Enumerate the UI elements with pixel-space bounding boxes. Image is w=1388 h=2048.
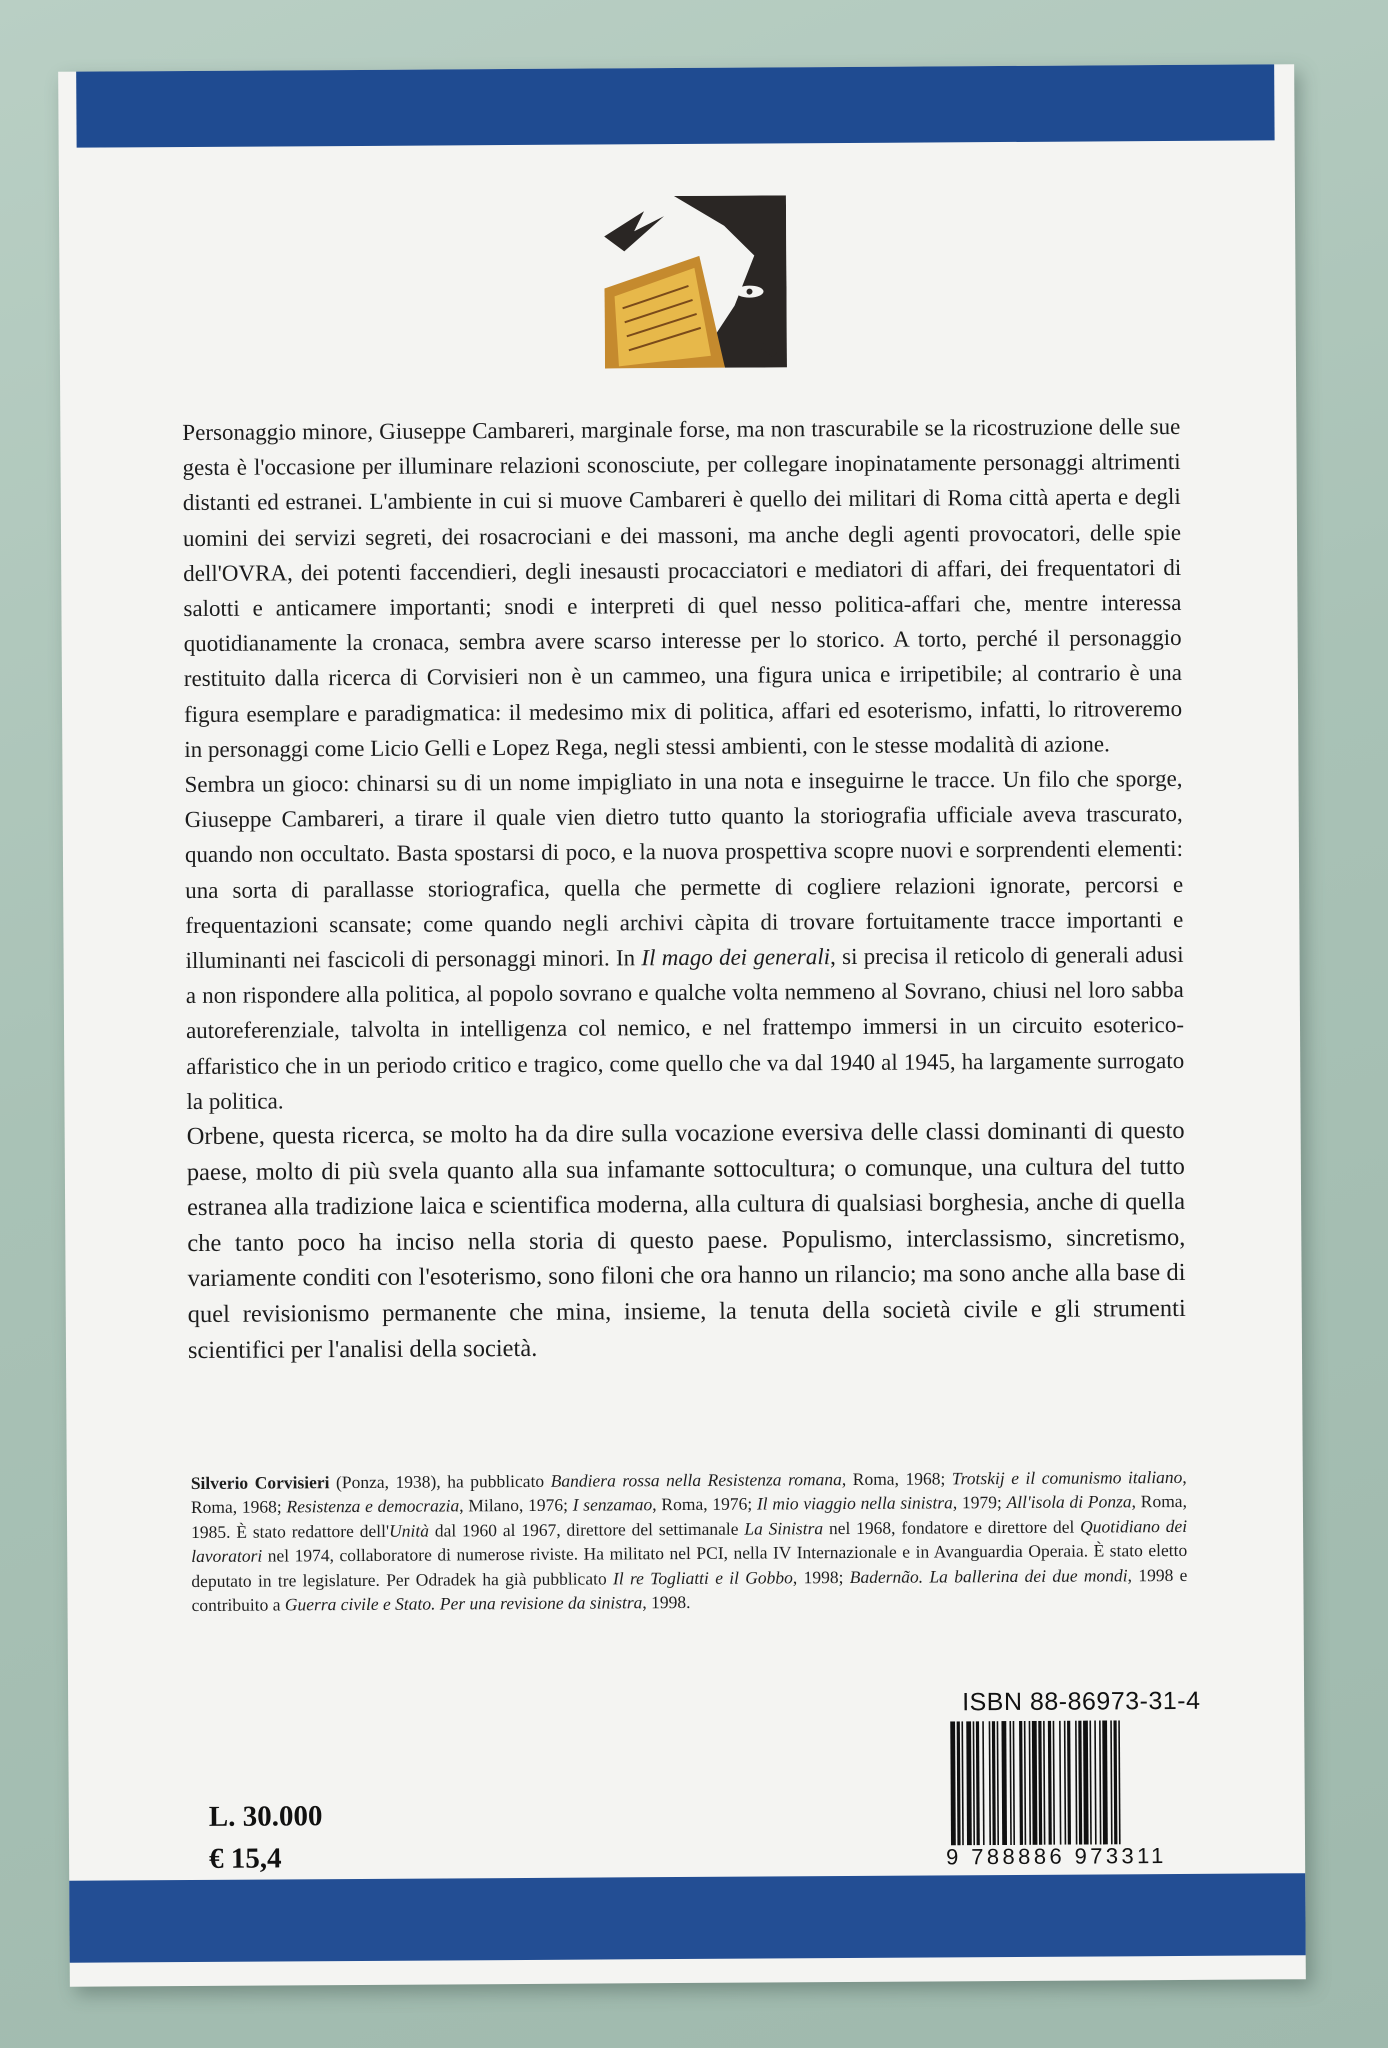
barcode-digits: 9 788886 973311 <box>946 1843 1167 1870</box>
book-title-italic: Il mago dei generali <box>641 944 831 971</box>
barcode-bar <box>1064 1721 1066 1845</box>
barcode-bar <box>957 1721 961 1845</box>
isbn-label: ISBN 88-86973-31-4 <box>962 1686 1201 1717</box>
price-euro: € 15,4 <box>208 1842 282 1875</box>
barcode-bar <box>966 1721 972 1845</box>
barcode-bar <box>1102 1720 1108 1844</box>
barcode-bar <box>1067 1721 1071 1845</box>
author-bio: Silverio Corvisieri (Ponza, 1938), ha pubblicato Bandiera rossa nella Resistenza romana, Roma, 1968; Trotskij e il comunismo italiano, Roma, 1968; Resistenza e democrazia, Milano, 1976; I senzamao, Roma, 1976; Il mio viaggio nella sinistra, 1979; All'isola di Ponza, Roma, 1985. È stato redattore dell'Unità dal 1960 al 1967, direttore del settimanale La Sinistra nel 1968, fondatore e direttore del Quotidiano dei lavoratori nel 1974, collaboratore di numerose riviste. Ha militato nel PCI, nella IV Internazionale e in Avanguardia Operaia. È stato eletto deputato in tre legislature. Per Odradek ha già pubblicato Il re Togliatti e il Gobbo, 1998; Badernão. La ballerina dei due mondi, 1998 e contribuito a Guerra civile e Stato. Per una revisione da sinistra, 1998. <box>190 1466 1188 1616</box>
barcode-bar <box>1075 1721 1077 1845</box>
barcode-bar <box>992 1721 996 1845</box>
barcode-bar <box>1038 1721 1042 1845</box>
barcode-bar <box>1078 1721 1082 1845</box>
barcode-bar <box>973 1721 975 1845</box>
blurb-paragraph: Sembra un gioco: chinarsi su di un nome impigliato in una nota e inseguirne le tracce. Un filo che sporge, Giuseppe Cambareri, a tirare il quale vien dietro tutto quanto la storiografia ufficiale aveva trascurato, quando non occultato. Basta spostarsi di poco, e la nuova prospettiva scopre nuovi e sorprendenti elementi: una sorta di parallasse storiografica, quella che permette di cogliere relazioni ignorate, percorsi e frequentazioni scansate; come quando negli archivi càpita di trovare fortuitamente tracce importanti e illuminanti nei fascicoli di personaggi minori. In Il mago dei generali, si precisa il reticolo di generali adusi a non rispondere alla politica, al popolo sovrano e qualche volta nemmeno al Sovrano, chiusi nel loro sabba autoreferenziale, talvolta in intelligenza col nemico, e nel frattempo immersi in un circuito esoterico-affaristico che in un periodo critico e tragico, come quello che va dal 1940 al 1945, ha largamente surrogato la politica. <box>184 765 1185 1114</box>
barcode-bar <box>1032 1721 1038 1845</box>
barcode-bar <box>1113 1720 1117 1844</box>
barcode-bar <box>1029 1721 1031 1845</box>
barcode-bar <box>1048 1721 1052 1845</box>
barcode-bar <box>1094 1720 1096 1844</box>
top-blue-band <box>76 64 1274 147</box>
barcode-bar <box>1099 1720 1101 1844</box>
barcode-bar <box>1083 1721 1089 1845</box>
barcode-bar <box>982 1721 984 1845</box>
barcode-bar <box>1118 1720 1120 1844</box>
book-back-cover <box>58 64 1306 1987</box>
barcode-bar <box>1059 1721 1061 1845</box>
bottom-blue-band <box>69 1873 1305 1963</box>
barcode-bar <box>1053 1721 1055 1845</box>
barcode-bar <box>1110 1720 1112 1844</box>
blurb-paragraph: Personaggio minore, Giuseppe Cambareri, marginale forse, ma non trascurabile se la ricostruzione delle sue gesta è l'occasione per illuminare relazioni sconosciute, per collegare inopinatamente personaggi altrimenti distanti ed estranei. L'ambiente in cui si muove Cambareri è quello dei militari di Roma città aperta e degli uomini dei servizi segreti, dei rosacrociani e dei massoni, ma anche degli agenti provocatori, delle spie dell'OVRA, dei potenti faccendieri, degli inesausti procacciatori e mediatori di affari, dei frequentatori di salotti e anticamere importanti; snodi e interpreti di quel nesso politica-affari che, mentre interessa quotidianamente la cronaca, sembra avere scarso interesse per lo storico. A torto, perché il personaggio restituito dalla ricerca di Corvisieri non è un cammeo, una figura unica e irripetibile; al contrario è una figura esemplare e paradigmatica: il medesimo mix di politica, affari ed esoterismo, infatti, lo ritroveremo in personaggi come Licio Gelli e Lopez Rega, negli stessi ambienti, con le stesse modalità di azione. <box>182 413 1183 762</box>
barcode-bar <box>1019 1721 1023 1845</box>
blurb-text <box>182 409 1186 1368</box>
barcode-bar <box>1009 1721 1011 1845</box>
blurb-paragraph: Orbene, questa ricerca, se molto ha da dire sulla vocazione eversiva delle classi dominanti di questo paese, molto di più svela quanto alla sua infamante sottocultura; o comunque, una cultura del tutto estranea alla tradizione laica e scientifica moderna, alla cultura di qualsiasi borghesia, anche di quella che tanto poco ha inciso nella storia di questo paese. Populismo, interclassismo, sincretismo, variamente conditi con l'esoterismo, sono filoni che ora hanno un rilancio; ma sono anche alla base di quel revisionismo permanente che mina, insieme, la tenuta della società civile e gli strumenti scientifici per l'analisi della società. <box>186 1116 1186 1364</box>
price-lire: L. 30.000 <box>208 1800 323 1833</box>
author-portrait-image <box>604 195 787 368</box>
barcode-bar <box>1024 1721 1026 1845</box>
barcode-bar <box>950 1721 956 1845</box>
barcode <box>948 1720 1201 1846</box>
barcode-bar <box>1001 1721 1007 1845</box>
barcode-bar <box>1043 1721 1045 1845</box>
barcode-bar <box>961 1721 963 1845</box>
barcode-bar <box>997 1721 999 1845</box>
barcode-bar <box>976 1721 980 1845</box>
barcode-bar <box>1013 1721 1015 1845</box>
barcode-bar <box>1089 1721 1091 1845</box>
barcode-bar <box>989 1721 991 1845</box>
